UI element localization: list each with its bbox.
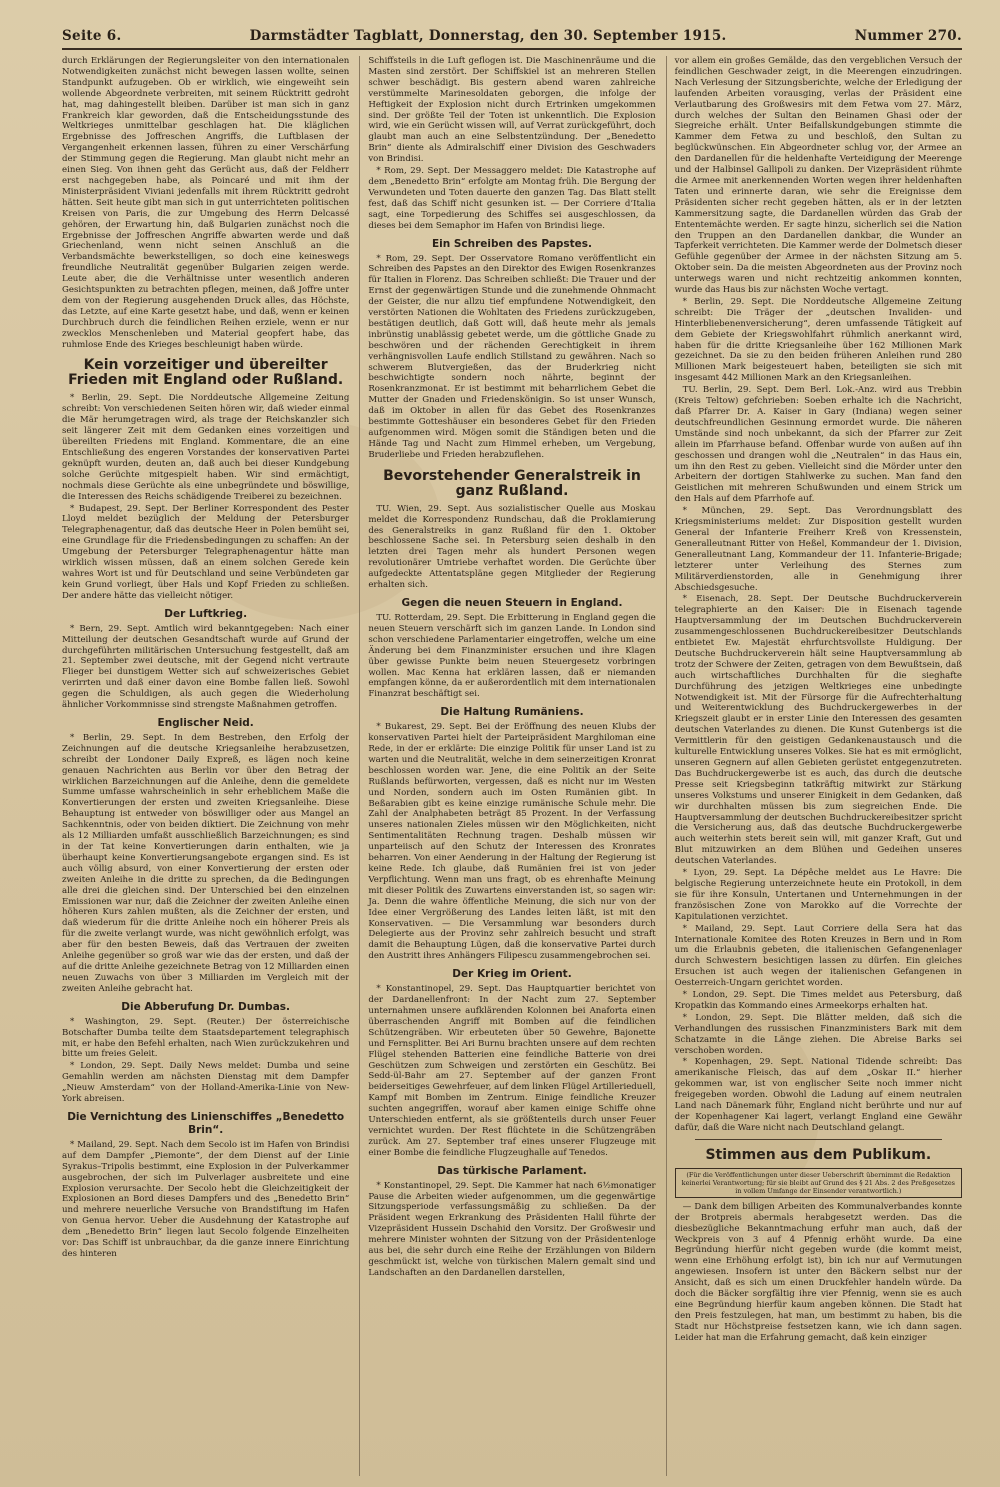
headline-brin: Die Vernichtung des Linienschiffes „Benedetto Brin“. [67, 1110, 345, 1136]
headline-rumaenien: Die Haltung Rumäniens. [440, 706, 584, 719]
article-text: * London, 29. Sept. Die Blätter melden, daß sich die Verhandlungen des russischen Finanzministers Bark mit dem Schatzamte in die Länge ziehen. Die Abreise Barks sei verschoben worden. [674, 1012, 962, 1056]
article-text: * Kopenhagen, 29. Sept. National Tidende schreibt: Das amerikanische Fleisch, das auf dem „Oskar II.“ hierher gekommen war, ist von englischer Seite noch immer nicht freigegeben worden. Obwohl die Ladung auf einem neutralen Land nach Dänemark führ, England nicht berührte und nur auf der Kopenhagener Kai lagert, verlangt England eine Gewähr dafür, daß die Ware nicht nach Deutschland gelangt. [674, 1057, 962, 1133]
headline-publikum: Stimmen aus dem Publikum. [705, 1146, 932, 1163]
article-text: Schiffsteils in die Luft geflogen ist. Die Maschinenräume und die Masten sind zerstört. Der Schiffskiel ist an mehreren Stellen schwer beschädigt. Bis gestern abend waren zahlreiche verstümmelte Marinesoldaten geborgen, die infolge der Heftigkeit der Explosion nicht durch Ertrinken umgekommen sind. Der größte Teil der Toten ist unkenntlich. Die Explosion wird, wie ein Gerücht wissen will, auf Verrat zurückgeführt, doch glaubt man auch an eine Selbstentzündung. Der „Benedetto Brin“ diente als Admiralschiff einer Division des Geschwaders von Brindisi. [368, 56, 656, 165]
article-text: * Konstantinopel, 29. Sept. Das Hauptquartier berichtet von der Dardanellenfront: In der Nacht zum 27. September unternahmen unsere aufklärenden Kolonnen bei Anaforta einen überraschenden Angriff mit Bomben auf die feindlichen Schützengräben. Wir erbeuteten über 50 Gewehre, Bajonette und Fernsplitter. Bei Ari Burnu brachten unsere auf dem rechten Flügel stehenden Batterien eine feindliche Batterie von drei Geschützen zum Schweigen und zerstörten ein Geschütz. Bei Sedd-ül-Bahr am 27. September auf der ganzen Front beiderseitiges Gewehrfeuer, auf dem linken Flügel Artillerieduell, Kampf mit Bomben im Zentrum. Einige feindliche Kreuzer suchten angegriffen, worauf aber kamen einige Schiffe ohne Unterschieden entfernt, als sie größtenteils durch unser Feuer vernichtet wurden. Der Rest flüchtete in die Schützengräben zurück. Am 27. September traf eines unserer Flugzeuge mit einer Bombe die feindliche Flugzeughalle auf Tenedos. [368, 984, 656, 1158]
article-text: * Lyon, 29. Sept. La Dépêche meldet aus Le Havre: Die belgische Regierung unterzeichnete heute ein Protokoll, in dem sie für ihre Konsuln, Untertanen und Unternehmungen in der französischen Zone von Marokko auf die Vorrechte der Kapitulationen verzichtet. [674, 868, 962, 922]
article-text: * Konstantinopel, 29. Sept. Die Kammer hat nach 6½monatiger Pause die Arbeiten wieder aufgenommen, um die gegenwärtige Sitzungsperiode verfassungsmäßig zu schließen. Da der Präsident wegen Erkrankung des Präsidenten Halil führte der Vizepräsident Hussein Dschahid den Vorsitz. Der Großwesir und mehrere Minister wohnten der Sitzung von der Präsidentenloge aus bei, die sehr durch eine Reihe der Erzählungen von Bildern geschmückt ist, welche von türkischen Malern gemalt sind und Landschaften an den Dardanellen darstellen, [368, 1180, 656, 1278]
headline-parlament: Das türkische Parlament. [437, 1164, 587, 1177]
article-text: * Bern, 29. Sept. Amtlich wird bekanntgegeben: Nach einer Mitteilung der deutschen Gesandtschaft wurde auf Grund der durchgeführten militärischen Untersuchung festgestellt, daß am 21. September zwei deutsche, mit der Gegend nicht vertraute Flieger bei dunstigem Wetter sich auf schweizerisches Gebiet verirrten und daß einer davon eine Bombe fallen ließ. Sowohl gegen die Schuldigen, als auch gegen die Wiederholung ähnlicher Vorkommnisse sind strengste Maßnahmen getroffen. [62, 623, 350, 711]
issue-number: Nummer 270. [854, 28, 962, 44]
headline-neid: Englischer Neid. [157, 716, 254, 729]
article-text: durch Erklärungen der Regierungsleiter von den internationalen Notwendigkeiten zunächst nicht bewegen lassen wollte, seinen Standpunkt aufzugeben. Ob er wirklich, wie eingeweiht sein wollende Abgeordnete verbreiten, mit seinem Rücktritt gedroht hat, mag dahingestellt bleiben. Darüber ist man sich in ganz Frankreich klar geworden, daß die Entscheidungsstunde des Weltkrieges unmittelbar geschlagen hat. Die kläglichen Ergebnisse des Joffreschen Angriffs, die Luftblasen der Vergangenheit erkennen lassen, führen zu einer Verschärfung der Stimmung gegen die Regierung. Man glaubt nicht mehr an einen Sieg. Von ihnen geht das Gerücht aus, daß der Feldherr erst nachgegeben habe, als Poincaré und mit ihm der Ministerpräsident Viviani jedenfalls mit ihrem Rücktritt gedroht hätten. Seit heute gibt man sich in gut unterrichteten politischen Kreisen von Paris, die zur Umgebung des Herrn Delcassé gehören, der Erwartung hin, daß Bulgarien zunächst noch die Ergebnisse der Joffreschen Angriffe abwarten werde und daß Griechenland, wenn nicht seinen Anschluß an die Verbandsmächte bewerkstelligen, so doch eine keineswegs freundliche Neutralität gegenüber Bulgarien zeigen werde. Leute aber, die die Verhältnisse unter wesentlich anderen Gesichtspunkten zu betrachten pflegen, meinen, daß Joffre unter dem von der Regierung ausgehenden Druck alles, das Höchste, das Letzte, auf eine Karte gesetzt habe, und daß, wenn er keinen Durchbruch durch die feindlichen Reihen erziele, wenn er nur zwecklos Menschenleben und Material geopfert habe, das ruhmlose Ende des Krieges beschleunigt haben würde. [62, 56, 350, 350]
article-text: TU. Rotterdam, 29. Sept. Die Erbitterung in England gegen die neuen Steuern verschärft sich im ganzen Lande. In London sind schon verschiedene Parlamentarier eingetroffen, welche um eine Änderung bei dem Finanzminister ersuchen und ihre Klagen über gewisse Punkte beim neuen Steuergesetz vorbringen wollen. Mac Kenna hat erklären lassen, daß er niemanden empfangen könne, da er außerordentlich mit dem internationalen Finanzrat beschäftigt sei. [368, 612, 656, 700]
page-number: Seite 6. [62, 28, 122, 44]
article-text: * Berlin, 29. Sept. Die Norddeutsche Allgemeine Zeitung schreibt: Von verschiedenen Seiten hören wir, daß wieder einmal die Mär herumgetragen wird, als trage der Reichskanzler sich seit längerer Zeit mit dem Gedanken eines vorzeitigen und übereilten Friedens mit England. Kommentare, die an eine Entschließung des engeren Vorstandes der konservativen Partei geknüpft wurden, deuten an, daß auch bei dieser Kundgebung solche Gerüchte mitgespielt haben. Wir sind ermächtigt, nochmals diese Gerüchte als eine unbegründete und böswillige, die Interessen des Reichs schädigende Treiberei zu bezeichnen. [62, 393, 350, 502]
section-divider [695, 1139, 942, 1140]
headline-steuern: Gegen die neuen Steuern in England. [401, 596, 623, 609]
page-header [62, 28, 962, 50]
headline-dumba: Die Abberufung Dr. Dumbas. [121, 1000, 291, 1013]
article-text: * Rom, 29. Sept. Der Osservatore Romano veröffentlicht ein Schreiben des Papstes an den Direktor des Ewigen Rosenkranzes für Italien in Florenz. Das Schreiben schließt: Die Trauer und der Ernst der gegenwärtigen Stunde und die zunehmende Ohnmacht der Geister, die nur allzu tief empfundene Notwendigkeit, den verstörten Nationen die Wohltaten des Friedens zurückzugeben, bestätigen deutlich, daß Gott will, daß heute mehr als jemals inbrünstig unablässig gebetet werde, um die göttliche Gnade zu beschwören und der rächenden Gerechtigkeit in ihrem verhängnisvollen Laufe endlich Stillstand zu gewähren. Nach so schwerem Blutvergießen, das der Bruderkrieg nicht beschwichtigte sondern noch nährte, beginnt der Rosenkranzmonat. Er ist bestimmt mit beharrlichem Gebet die Mutter der Gnaden und Friedenskönigin. So ist unser Wunsch, daß im Oktober in allen für das Gebet des Rosenkranzes bestimmte Gotteshäuser ein besonderes Gebet für den Frieden aufgenommen wird. Mögen somit die Ständigen beten und die Hände Tag und Nacht zum Himmel erheben, um Vergebung, Bruderliebe und Frieden herabzuflehen. [368, 253, 656, 460]
article-text: * München, 29. Sept. Das Verordnungsblatt des Kriegsministeriums meldet: Zur Disposition gestellt wurden General der Infanterie Freiherr Kreß von Kressenstein, Generalleutnant Ritter von Heßel, Kommandeur der 1. Division, Generalleutnant Lang, Kommandeur der 11. Infanterie-Brigade; letzterer unter Verleihung des Sternes zum Militärverdienstorden, alle in Genehmigung ihrer Abschiedsgesuche. [674, 506, 962, 593]
article-text: * Washington, 29. Sept. (Reuter.) Der österreichische Botschafter Dumba teilte dem Staatsdepartement telegraphisch mit, er habe den Befehl erhalten, nach Wien zurückzukehren und bitte um freies Geleit. [62, 1016, 350, 1060]
article-text: * Berlin, 29. Sept. Die Norddeutsche Allgemeine Zeitung schreibt: Die Träger der „deutschen Invaliden- und Hinterbliebenenversicherung“, deren umfassende Tätigkeit auf dem Gebiete der Kriegswohlfahrt rühmlich anerkannt wird, haben für die dritte Kriegsanleihe über 162 Millionen Mark gezeichnet. Da sie zu den beiden früheren Anleihen rund 280 Millionen Mark beigesteuert haben, beteiligten sie sich mit insgesamt 442 Millionen Mark an den Kriegsanleihen. [674, 296, 962, 384]
article-text: TU. Berlin, 29. Sept. Dem Berl. Lok.-Anz. wird aus Trebbin (Kreis Teltow) gefchrieben: Soeben erhalte ich die Nachricht, daß Pfarrer Dr. A. Kaiser in Gary (Indiana) wegen seiner deutschfreundlichen Gesinnung ermordet wurde. Die näheren Umstände sind noch unbekannt, da sich der Pfarrer zur Zeit allein im Pfarrhause befand. Offenbar wurde von außen auf ihn geschossen und drangen wohl die „Neutralen“ in das Haus ein, um ihn den Rest zu geben. Vielleicht sind die Mörder unter den Arbeitern der dortigen Stahlwerke zu suchen. Man fand den Geistlichen mit mehreren Schußwunden und einem Strick um den Hals auf dem Pfarrhofe auf. [674, 385, 962, 505]
article-text: * London, 29. Sept. Daily News meldet: Dumba und seine Gemahlin werden am nächsten Dienstag mit dem Dampfer „Nieuw Amsterdam“ von der Holland-Amerika-Linie von New-York abreisen. [62, 1061, 350, 1105]
article-text: * Mailand, 29. Sept. Laut Corriere della Sera hat das Internationale Komitee des Roten Kreuzes in Bern und in Rom um die Erlaubnis gebeten, die italienischen Gefangenenlager durch Schwestern besichtigen lassen zu dürfen. Ein gleiches Ersuchen ist auch wegen der italienischen Gefangenen in Oesterreich-Ungarn gerichtet worden. [674, 923, 962, 989]
article-text: * Rom, 29. Sept. Der Messaggero meldet: Die Katastrophe auf dem „Benedetto Brin“ erfolgte am Montag früh. Die Bergung der Verwundeten und Toten dauerte den ganzen Tag. Das Blatt stellt fest, daß das Schiff nicht gesunken ist. — Der Corriere d’Italia sagt, eine Torpedierung des Schiffes sei ausgeschlossen, da dieses bei dem Semaphor im Hafen von Brindisi liege. [368, 166, 656, 231]
column-1 [62, 56, 349, 1476]
headline-generalstreik: Bevorstehender Generalstreik in ganz Rußland. [383, 467, 641, 499]
article-text: * Bukarest, 29. Sept. Bei der Eröffnung des neuen Klubs der konservativen Partei hielt der Parteipräsident Marghiloman eine Rede, in der er erklärte: Die einzige Politik für unser Land ist zu warten und die Neutralität, welche in dem seinerzeitigen Kronrat beschlossen worden war. Jene, die eine Politik an der Seite Rußlands befürworten, vergessen, daß es nicht nur im Westen und Norden, sondern auch im Osten Rumänien gibt. In Beßarabien gibt es keine einzige rumänische Schule mehr. Die Zahl der Analphabeten beträgt 85 Prozent. In der Verfassung unseres nationalen Zieles müssen wir den Möglichkeiten, nicht Sentimentalitäten Rechnung tragen. Deshalb müssen wir unparteiisch auf den Schutz der Interessen des Kronrates beharren. Von einer Aenderung in der Haltung der Regierung ist keine Rede. Ich glaube, daß Rumänien frei ist von jeder Verpflichtung. Wenn man uns fragt, ob es ehrenhafte Meinung mit dieser Politik des Zuwartens einverstanden ist, so sagen wir: Ja. Denn die wahre öffentliche Meinung, die sich nur von der Idee einer Vergrößerung des Landes leiten läßt, ist mit den Konservativen. — Die Versammlung war besonders durch Delegierte aus der Provinz sehr zahlreich besucht und straft damit die Behauptung Lügen, daß die konservative Partei durch den Austritt ihres Anhängers Filipescu zusammengebrochen sei. [368, 722, 656, 962]
article-text: * London, 29. Sept. Die Times meldet aus Petersburg, daß Kropatkin das Kommando eines Armeekorps erhalten hat. [674, 990, 962, 1011]
article-text: vor allem ein großes Gemälde, das den vergeblichen Versuch der feindlichen Geschwader zeigt, in die Meerengen einzudringen. Nach Verlesung der Sitzungsberichte, welche der Erledigung der laufenden Arbeiten vorausging, verlas der Präsident eine Verlautbarung des Großwesirs mit dem Fetwa vom 27. März, durch welches der Sultan den Beinamen Ghasi oder der Siegreiche erhält. Unter Beifallskundgebungen stimmte die Kammer dem Fetwa zu und beschloß, den Sultan zu beglückwünschen. Ein Abgeordneter schlug vor, der Armee an den Dardanellen für die heldenhafte Verteidigung der Meerenge und der Halbinsel Gallipoli zu danken. Der Vizepräsident rühmte die Armee mit anerkennenden Worten wegen ihrer heldenhaften Taten und erinnerte daran, wie sehr die Ereignisse dem Präsidenten sicher recht gegeben hätten, als er in der letzten Kammersitzung sagte, die Dardanellen würden das Grab der Ententemächte werden. Er sagte hinzu, sicherlich sei die Nation den Truppen an den Dardanellen dankbar, die Wunder an Tapferkeit verrichteten. Die Kammer werde der Dolmetsch dieser Gefühle gegenüber der Armee in der nächsten Sitzung am 5. Oktober sein. Da die meisten Abgeordneten aus der Provinz noch unterwegs waren und nicht rechtzeitig ankommen konnten, wurde das Haus bis zur nächsten Woche vertagt. [674, 56, 962, 296]
editorial-notice: (Für die Veröffentlichungen unter dieser Ueberschrift übernimmt die Redaktion keinerlei Verantwortung; für sie bleibt auf Grund des § 21 Abs. 2 des Preßgesetzes in vollem Umfange der Einsender verantwortlich.) [675, 1168, 962, 1198]
article-text: * Mailand, 29. Sept. Nach dem Secolo ist im Hafen von Brindisi auf dem Dampfer „Piemonte“, der dem Dienst auf der Linie Syrakus–Tripolis bestimmt, eine Explosion in der Pulverkammer ausgebrochen, der sich im Pulverlager ausbreitete und eine Explosion verursachte. Der Secolo hebt die Gleichzeitigkeit der Explosionen an Bord dieses Dampfers und des „Benedetto Brin“ und mehrere neuerliche Versuche von Brandstiftung im Hafen von Genua hervor. Ueber die Ausdehnung der Katastrophe auf dem „Benedetto Brin“ liegen laut Secolo folgende Einzelheiten vor: Das Schiff ist unbrauchbar, da die ganze innere Einrichtung des hinteren [62, 1139, 350, 1259]
masthead: Darmstädter Tagblatt, Donnerstag, den 30. September 1915. [249, 28, 727, 44]
article-text: — Dank dem billigen Arbeiten des Kommunalverbandes konnte der Brotpreis abermals herabgesetzt werden. Das die diesbezügliche Bekanntmachung erfuhr man auch, daß der Weckpreis von 3 auf 4 Pfennig erhöht wurde. Da eine Begründung hierfür nicht gegeben wurde (die kommt meist, wenn eine Erhöhung erfolgt ist), bin ich nur auf Vermutungen angewiesen. Insofern ist unter den Bäckern selbst nur der Ansicht, daß es sich um einen Druckfehler handeln würde. Da doch die Bäcker sorgfältig ihre vier Pfennig, wenn sie es auch eine Begründung hierfür kaum angeben können. Die Stadt hat den Preis festzulegen, hat man, um bestimmt zu haben, bis die Stadt nur Höchstpreise festsetzen kann, wie ich dann sagen. Leider hat man die Erfahrung gemacht, daß kein einziger [674, 1201, 962, 1343]
article-text: TU. Wien, 29. Sept. Aus sozialistischer Quelle aus Moskau meldet die Korrespondenz Rundschau, daß die Proklamierung des Generalstreiks in ganz Rußland für den 1. Oktober beschlossene Sache sei. In Petersburg seien deshalb in den letzten drei Tagen mehr als hundert Personen wegen revolutionärer Umtriebe verhaftet worden. Die Gerüchte über aufgedeckte Attentatspläne gegen Mitglieder der Regierung erhalten sich. [368, 503, 656, 591]
columns [62, 56, 962, 1476]
headline-papst: Ein Schreiben des Papstes. [431, 237, 592, 250]
headline-frieden: Kein vorzeitiger und übereilter Frieden mit England oder Rußland. [68, 357, 344, 389]
article-text: * Berlin, 29. Sept. In dem Bestreben, den Erfolg der Zeichnungen auf die deutsche Kriegsanleihe herabzusetzen, schreibt der Londoner Daily Expreß, es lägen noch keine genauen Nachrichten aus Berlin vor über den Betrag der wirklichen Barzeichnungen auf die Anleihe, denn die gemeldete Summe umfasse wahrscheinlich in sehr erheblichem Maße die Konvertierungen der ersten und zweiten Kriegsanleihe. Diese Behauptung ist entweder von böswilliger oder aus Mangel an Sachkenntnis, oder von beiden diktiert. Die Zeichnung von mehr als 12 Milliarden umfaßt ausschließlich Barzeichnungen; es sind in der Tat keine Konvertierungen darin enthalten, wie ja überhaupt keine Konvertierungsangebote ergangen sind. Es ist auch völlig absurd, von einer Konvertierung der ersten oder zweiten Anleihe in die dritte zu sprechen, da die Bedingungen alle drei die gleichen sind. Der Unterschied bei den einzelnen Emissionen war nur, daß die Zeichner der zweiten Anleihe einen höheren Kurs zahlen mußten, als die Zeichner der ersten, und daß wiederum für die dritte Anleihe noch ein höherer Preis als für die zweite verlangt wurde, was nicht gewöhnlich erfolgt, was aber für den besten Beweis, daß das Vertrauen der zweiten Anleihe gegenüber so groß war wie das der ersten, und daß der auf die dritte Anleihe gezeichnete Betrag von 12 Milliarden einen neuen Zuwachs von über 3 Milliarden im Vergleich mit der zweiten Anleihe gebracht hat. [62, 732, 350, 994]
article-text: * Budapest, 29. Sept. Der Berliner Korrespondent des Pester Lloyd meldet bezüglich der Meldung der Petersburger Telegraphenagentur, daß das deutsche Heer in Polen bemüht sei, eine Grundlage für die Friedensbedingungen zu schaffen: An der Umgebung der Petersburger Telegraphenagentur hätte man wirklich wissen müssen, daß an einem solchen Gerede kein wahres Wort ist und für Deutschland und seine Verbündeten gar kein Grund vorliegt, über Hals und Kopf Frieden zu schließen. Der andere hätte das vielleicht nötiger. [62, 503, 350, 601]
article-text: * Eisenach, 28. Sept. Der Deutsche Buchdruckerverein telegraphierte an den Kaiser: Die in Eisenach tagende Hauptversammlung der im Deutschen Buchdruckerverein zusammengeschlossenen Buchdruckereibesitzer Deutschlands entbietet Ew. Majestät ehrfurchtsvollste Huldigung. Der Deutsche Buchdruckerverein hält seine Hauptversammlung ab trotz der Schwere der Zeiten, getragen von dem Bewußtsein, daß auch wirtschaftliches Durchhalten für die sieghafte Durchführung des jetzigen Weltkrieges eine unbedingte Notwendigkeit ist. Mit der Fürsorge für die Aufrechterhaltung und Weiterentwicklung des Buchdruckergewerbes in der Kriegszeit glaubt er in erster Linie den Interessen des gesamten deutschen Vaterlandes zu dienen. Die Kunst Gutenbergs ist die Vermittlerin für den geistigen Gedankenaustausch und die kulturelle Entwicklung unseres Volkes. Sie hat es mit ermöglicht, unseren Gegnern auf allen Gebieten gerüstet entgegenzutreten. Das Buchdruckergewerbe ist es auch, das durch die deutsche Presse seit Kriegsbeginn tatkräftig mitwirkt zur Stärkung unseres Volkstums und unserer Einigkeit in dem Gedanken, daß wir durchhalten müssen bis zum siegreichen Ende. Die Hauptversammlung der deutschen Buchdruckereibesitzer spricht die Versicherung aus, daß das deutsche Buchdruckergewerbe auch weiterhin stets bereit sein will, mit ganzer Kraft, Gut und Blut mitzuwirken an dem Blühen und Gedeihen unseres deutschen Vaterlandes. [674, 594, 962, 867]
column-3 [666, 56, 962, 1476]
headline-orient: Der Krieg im Orient. [452, 968, 572, 981]
headline-luftkrieg: Der Luftkrieg. [164, 607, 248, 620]
column-2 [359, 56, 655, 1476]
